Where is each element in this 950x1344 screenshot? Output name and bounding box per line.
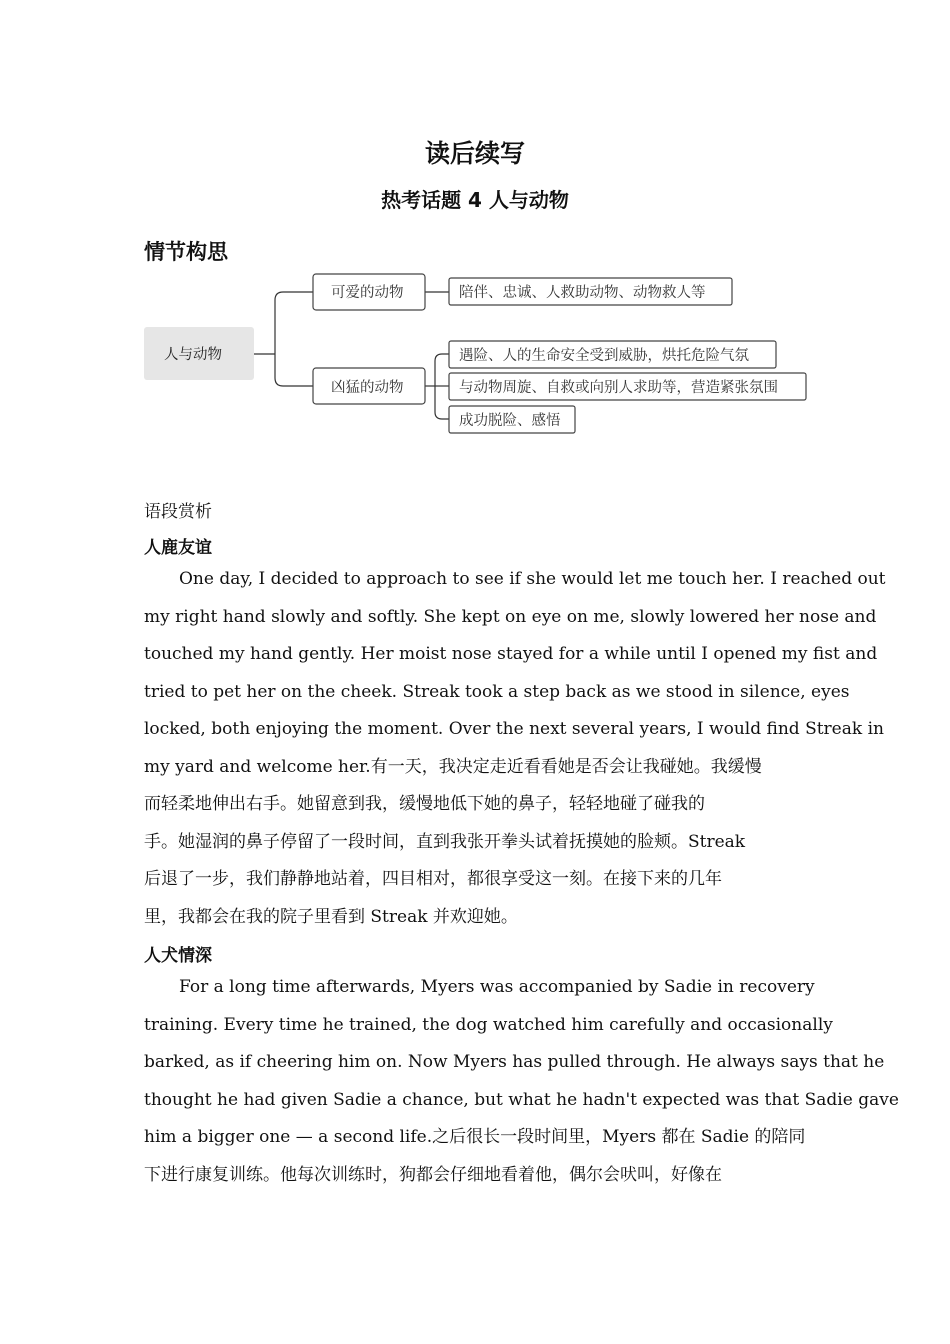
leaf-companion: 陪伴、忠诚、人救助动物、动物救人等 (459, 285, 706, 301)
passage-heading-dog: 人犬情深 (144, 946, 212, 966)
page-title: 读后续写 (424, 139, 525, 168)
passage-line: barked, as if cheering him on. Now Myers has pulled through. He always says that he (144, 1052, 885, 1072)
section-heading: 情节构思 (144, 240, 228, 264)
page-subtitle: 热考话题 4 人与动物 (381, 188, 569, 212)
passage-line: 而轻柔地伸出右手。她留意到我，缓慢地低下她的鼻子，轻轻地碰了碰我的 (144, 794, 705, 814)
passage-line: locked, both enjoying the moment. Over the next several years, I would find Streak in (144, 719, 884, 739)
passage-line: him a bigger one — a second life.之后很长一段时间里，Myers 都在 Sadie 的陪同 (144, 1127, 806, 1147)
leaf-escape: 成功脱险、感悟 (459, 413, 561, 429)
passage-line: 下进行康复训练。他每次训练时，狗都会仔细地看着他，偶尔会吠叫，好像在 (144, 1164, 722, 1185)
passage-line: One day, I decided to approach to see if she would let me touch her. I reached out (179, 569, 886, 589)
passage-line: 后退了一步，我们静静地站着，四目相对，都很享受这一刻。在接下来的几年 (144, 869, 722, 889)
mind-map-root: 人与动物 (164, 347, 222, 363)
passage-deer (144, 561, 886, 936)
passage-line: my right hand slowly and softly. She kept on eye on me, slowly lowered her nose and (144, 606, 877, 627)
passage-line: For a long time afterwards, Myers was accompanied by Sadie in recovery (179, 977, 815, 997)
passage-line: my yard and welcome her.有一天，我决定走近看看她是否会让我碰她。我缓慢 (144, 756, 762, 777)
branch-label-cute: 可爱的动物 (331, 285, 404, 301)
branch-label-fierce: 凶猛的动物 (331, 380, 404, 396)
passage-line: thought he had given Sadie a chance, but what he hadn't expected was that Sadie gave (144, 1089, 899, 1110)
leaf-danger: 遇险、人的生命安全受到威胁，烘托危险气氛 (459, 348, 749, 364)
mind-map (138, 268, 818, 443)
passage-line: tried to pet her on the cheek. Streak took a step back as we stood in silence, eyes (144, 681, 850, 702)
passage-line: 手。她湿润的鼻子停留了一段时间，直到我张开拳头试着抚摸她的脸颊。Streak (144, 831, 746, 852)
passage-line: training. Every time he trained, the dog watched him carefully and occasionally (144, 1014, 833, 1035)
leaf-struggle: 与动物周旋、自救或向别人求助等，营造紧张氛围 (459, 380, 778, 396)
passage-line: touched my hand gently. Her moist nose stayed for a while until I opened my fist and (144, 644, 878, 664)
passage-dog (144, 969, 899, 1194)
analysis-label: 语段赏析 (144, 502, 212, 522)
passage-line: 里，我都会在我的院子里看到 Streak 并欢迎她。 (144, 906, 518, 927)
passage-heading-deer: 人鹿友谊 (144, 538, 212, 558)
